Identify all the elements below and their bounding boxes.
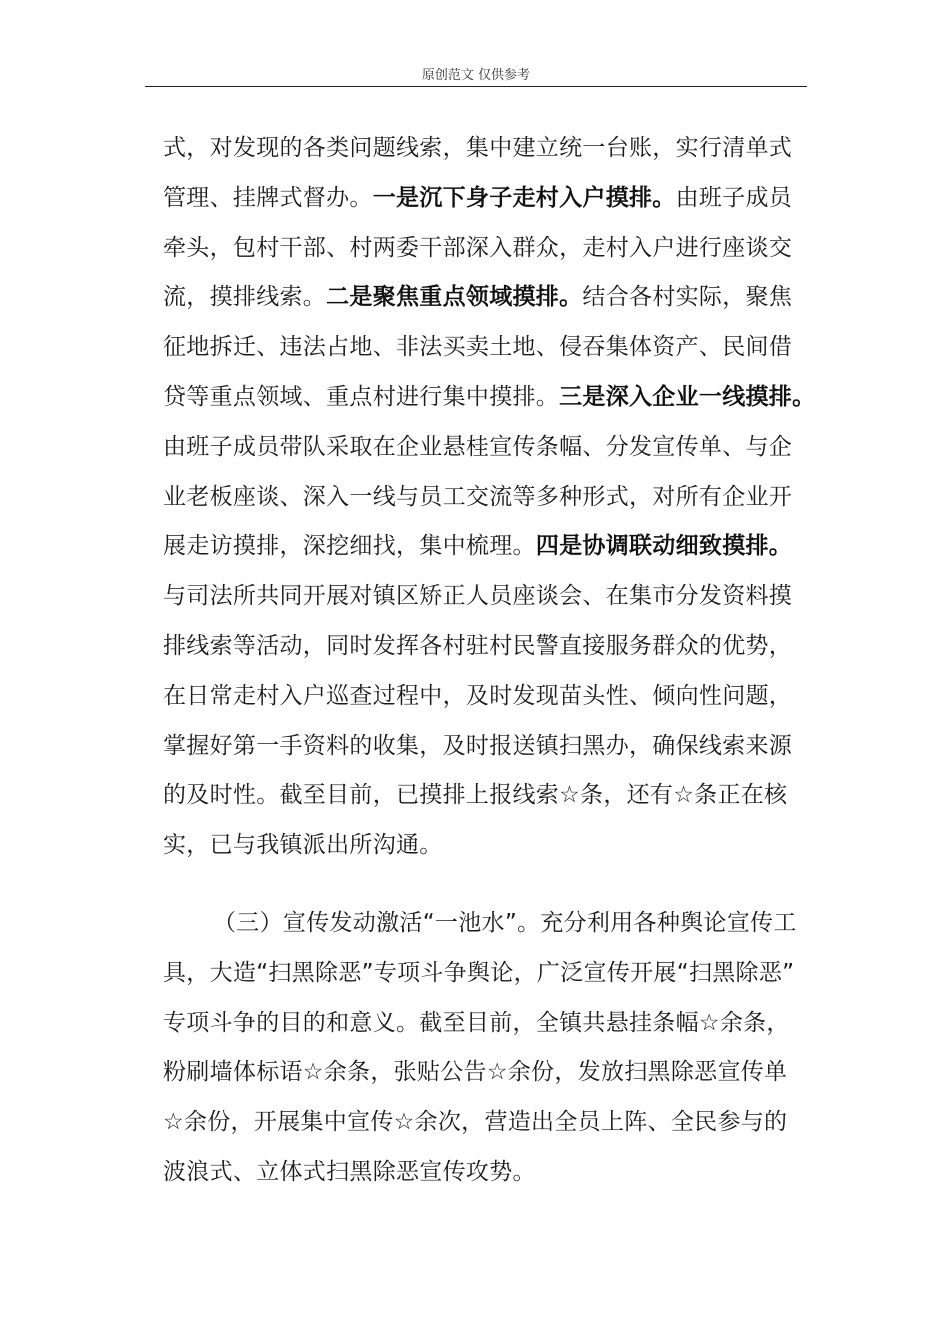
p2-line-6: 波浪式、立体式扫黑除恶宣传攻势。: [163, 1158, 536, 1185]
p2-line-3: 专项斗争的目的和意义。截至目前，全镇共悬挂条幅☆余条，: [163, 1009, 790, 1036]
header-text: 原创范文 仅供参考: [421, 68, 531, 83]
p1-line-10: [163, 572, 803, 622]
text-run: 征地拆迁、违法占地、非法买卖土地、侵吞集体资产、民间借: [163, 334, 793, 361]
page-header: [145, 64, 807, 87]
document-body: [163, 124, 816, 1198]
text-run: 业老板座谈、深入一线与员工交流等多种形式，对所有企业开: [163, 483, 793, 510]
text-run: 排线索等活动，同时发挥各村驻村民警直接服务群众的优势，: [163, 632, 793, 659]
p2-line-5: ☆余份，开展集中宣传☆余次，营造出全员上阵、全民参与的: [163, 1109, 788, 1136]
p1-line-6: [163, 373, 816, 423]
text-run: 结合各村实际，聚焦: [582, 284, 793, 311]
p1-line-11: [163, 622, 803, 672]
text-run: 的及时性。截至目前，已摸排上报线索☆条，还有☆条正在核: [163, 782, 788, 809]
p1-line-15: [163, 821, 803, 871]
p1-line-5: [163, 323, 803, 373]
text-run: 由班子成员: [675, 184, 793, 211]
text-run: 掌握好第一手资料的收集，及时报送镇扫黑办，确保线索来源: [163, 732, 793, 759]
bold-heading: 一是沉下身子走村入户摸排。: [372, 184, 676, 211]
text-run: 管理、挂牌式督办。: [163, 184, 373, 211]
bold-heading: 三是深入企业一线摸排。: [559, 383, 816, 410]
p1-line-12: [163, 672, 803, 722]
bold-heading: 二是聚焦重点领域摸排。: [326, 284, 583, 311]
p1-line-2: [163, 174, 803, 224]
p1-line-4: [163, 273, 803, 323]
bold-heading: 四是协调联动细致摸排。: [535, 533, 793, 560]
text-run: 在日常走村入户巡查过程中，及时发现苗头性、倾向性问题，: [163, 682, 793, 709]
text-run: 贷等重点领域、重点村进行集中摸排。: [163, 383, 560, 410]
paragraph-gap: [163, 871, 803, 899]
p1-line-13: [163, 722, 803, 772]
p2-line-2: 具，大造“扫黑除恶”专项斗争舆论，广泛宣传开展“扫黑除恶”: [163, 959, 795, 986]
p2-line-4: 粉刷墙体标语☆余条，张贴公告☆余份，发放扫黑除恶宣传单: [163, 1059, 788, 1086]
p1-line-3: [163, 224, 803, 274]
p1-line-14: [163, 771, 803, 821]
text-run: 展走访摸排，深挖细找，集中梳理。: [163, 533, 536, 560]
text-run: 流，摸排线索。: [163, 284, 327, 311]
text-run: 式，对发现的各类问题线索，集中建立统一台账，实行清单式: [163, 135, 793, 161]
text-run: 实，已与我镇派出所沟通。: [163, 832, 443, 859]
p1-line-1: [163, 124, 803, 174]
text-run: 牵头，包村干部、村两委干部深入群众，走村入户进行座谈交: [163, 234, 793, 261]
p1-line-8: [163, 473, 803, 523]
p1-line-7: [163, 423, 803, 473]
text-run: 与司法所共同开展对镇区矫正人员座谈会、在集市分发资料摸: [163, 583, 793, 610]
text-run: 由班子成员带队采取在企业悬桂宣传条幅、分发宣传单、与企: [163, 433, 793, 460]
p1-line-9: [163, 522, 803, 572]
p2-line-1: （三）宣传发动激活“一池水”。充分利用各种舆论宣传工: [213, 909, 797, 936]
